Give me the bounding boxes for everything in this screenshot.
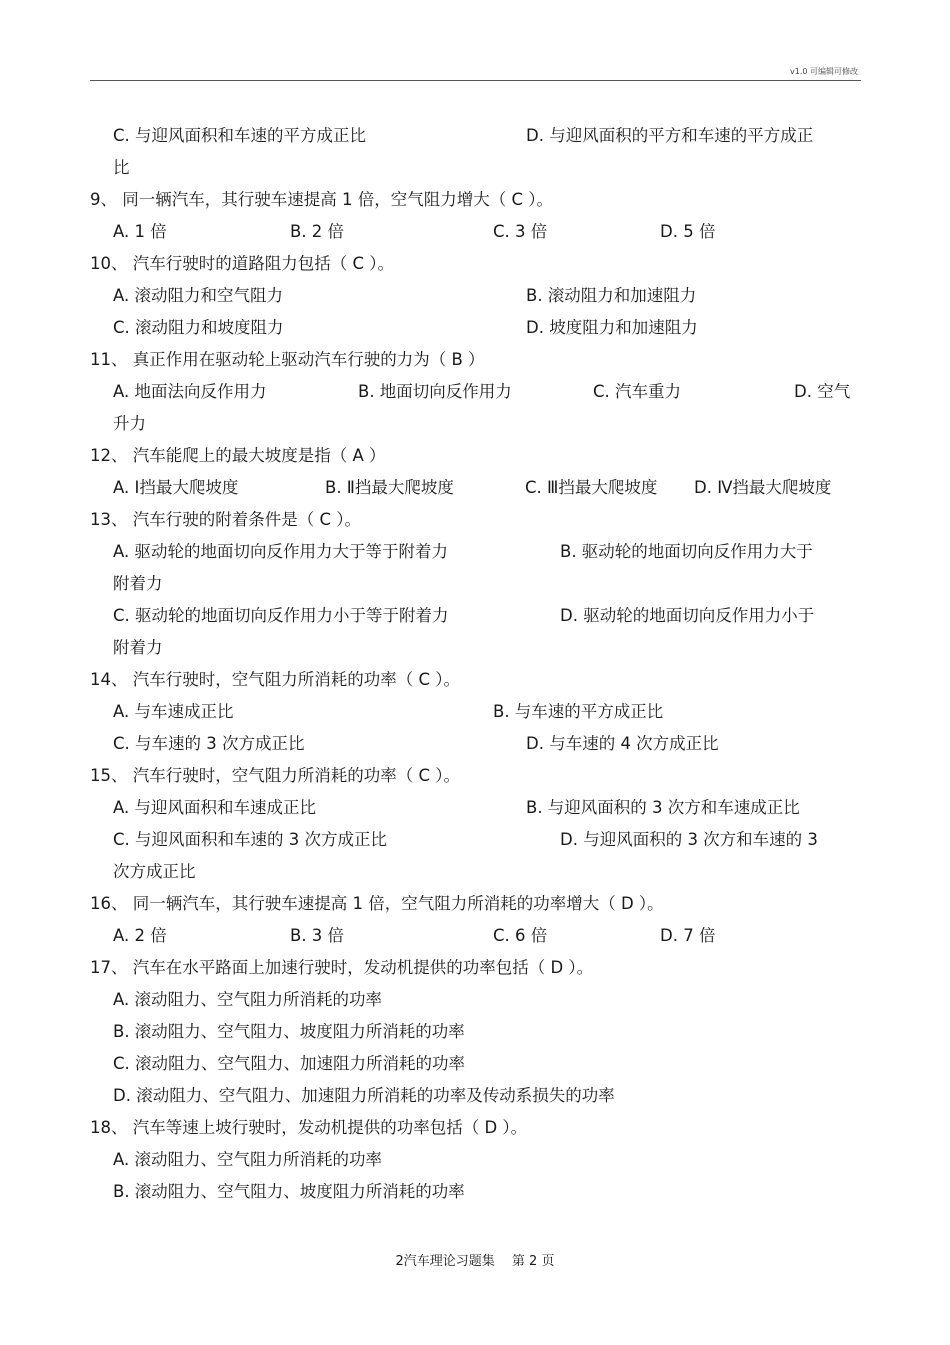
answer-option: B. 滚动阻力、空气阻力、坡度阻力所消耗的功率 — [113, 1022, 465, 1041]
answer-option: B. 2 倍 — [290, 222, 345, 241]
answer-option: A. 2 倍 — [113, 926, 167, 945]
question-text: 11、 真正作用在驱动轮上驱动汽车行驶的力为（ B ） — [90, 350, 485, 369]
answer-option: B. 滚动阻力、空气阻力、坡度阻力所消耗的功率 — [113, 1182, 465, 1201]
answer-option: B. 地面切向反作用力 — [358, 382, 512, 401]
question-text: 12、 汽车能爬上的最大坡度是指（ A ） — [90, 446, 386, 465]
question-text: 13、 汽车行驶的附着条件是（ C ）。 — [90, 510, 362, 529]
answer-option: A. 滚动阻力、空气阻力所消耗的功率 — [113, 990, 382, 1009]
header-rule — [90, 80, 861, 81]
answer-option: D. 与迎风面积的 3 次方和车速的 3 — [560, 830, 818, 849]
answer-option: A. 驱动轮的地面切向反作用力大于等于附着力 — [113, 542, 448, 561]
question-text: 16、 同一辆汽车，其行驶车速提高 1 倍，空气阻力所消耗的功率增大（ D ）。 — [90, 894, 664, 913]
answer-option: A. 滚动阻力、空气阻力所消耗的功率 — [113, 1150, 382, 1169]
answer-option: D. 坡度阻力和加速阻力 — [526, 318, 698, 337]
answer-option: D. Ⅳ挡最大爬坡度 — [694, 478, 832, 497]
answer-option: D. 空气 — [794, 382, 851, 401]
answer-option: D. 滚动阻力、空气阻力、加速阻力所消耗的功率及传动系损失的功率 — [113, 1086, 615, 1105]
question-text: 9、 同一辆汽车，其行驶车速提高 1 倍，空气阻力增大（ C ）。 — [90, 190, 553, 209]
answer-option: C. 滚动阻力和坡度阻力 — [113, 318, 284, 337]
answer-option: 附着力 — [113, 574, 163, 593]
answer-option: D. 7 倍 — [660, 926, 716, 945]
answer-option: D. 5 倍 — [660, 222, 716, 241]
answer-option: A. Ⅰ挡最大爬坡度 — [113, 478, 239, 497]
answer-option: B. 滚动阻力和加速阻力 — [526, 286, 697, 305]
page-footer: 2汽车理论习题集 第 2 页 — [395, 1254, 555, 1269]
answer-option: C. 与迎风面积和车速的平方成正比 — [113, 126, 367, 145]
answer-option: C. Ⅲ挡最大爬坡度 — [525, 478, 658, 497]
answer-option: 次方成正比 — [113, 862, 196, 881]
answer-option: B. 与车速的平方成正比 — [493, 702, 664, 721]
answer-option: B. 与迎风面积的 3 次方和车速成正比 — [526, 798, 800, 817]
question-text: 10、 汽车行驶时的道路阻力包括（ C ）。 — [90, 254, 395, 273]
answer-option: 比 — [113, 158, 130, 177]
page-header: v1.0 可编辑可修改 — [790, 67, 858, 76]
answer-option: C. 3 倍 — [493, 222, 548, 241]
answer-option: D. 驱动轮的地面切向反作用力小于 — [560, 606, 815, 625]
answer-option: B. 驱动轮的地面切向反作用力大于 — [560, 542, 813, 561]
answer-option: A. 与车速成正比 — [113, 702, 234, 721]
answer-option: D. 与迎风面积的平方和车速的平方成正 — [526, 126, 814, 145]
answer-option: B. 3 倍 — [290, 926, 345, 945]
answer-option: C. 滚动阻力、空气阻力、加速阻力所消耗的功率 — [113, 1054, 466, 1073]
question-text: 17、 汽车在水平路面上加速行驶时，发动机提供的功率包括（ D ）。 — [90, 958, 594, 977]
question-text: 15、 汽车行驶时，空气阻力所消耗的功率（ C ）。 — [90, 766, 461, 785]
answer-option: C. 驱动轮的地面切向反作用力小于等于附着力 — [113, 606, 449, 625]
answer-option: C. 汽车重力 — [593, 382, 682, 401]
answer-option: C. 与迎风面积和车速的 3 次方成正比 — [113, 830, 387, 849]
answer-option: 附着力 — [113, 638, 163, 657]
answer-option: A. 1 倍 — [113, 222, 167, 241]
answer-option: C. 与车速的 3 次方成正比 — [113, 734, 305, 753]
answer-option: A. 地面法向反作用力 — [113, 382, 267, 401]
answer-option: C. 6 倍 — [493, 926, 548, 945]
answer-option: B. Ⅱ挡最大爬坡度 — [325, 478, 454, 497]
answer-option: A. 与迎风面积和车速成正比 — [113, 798, 316, 817]
answer-option: A. 滚动阻力和空气阻力 — [113, 286, 283, 305]
answer-option: D. 与车速的 4 次方成正比 — [526, 734, 719, 753]
answer-option: 升力 — [113, 414, 146, 433]
question-text: 18、 汽车等速上坡行驶时，发动机提供的功率包括（ D ）。 — [90, 1118, 528, 1137]
question-text: 14、 汽车行驶时，空气阻力所消耗的功率（ C ）。 — [90, 670, 461, 689]
